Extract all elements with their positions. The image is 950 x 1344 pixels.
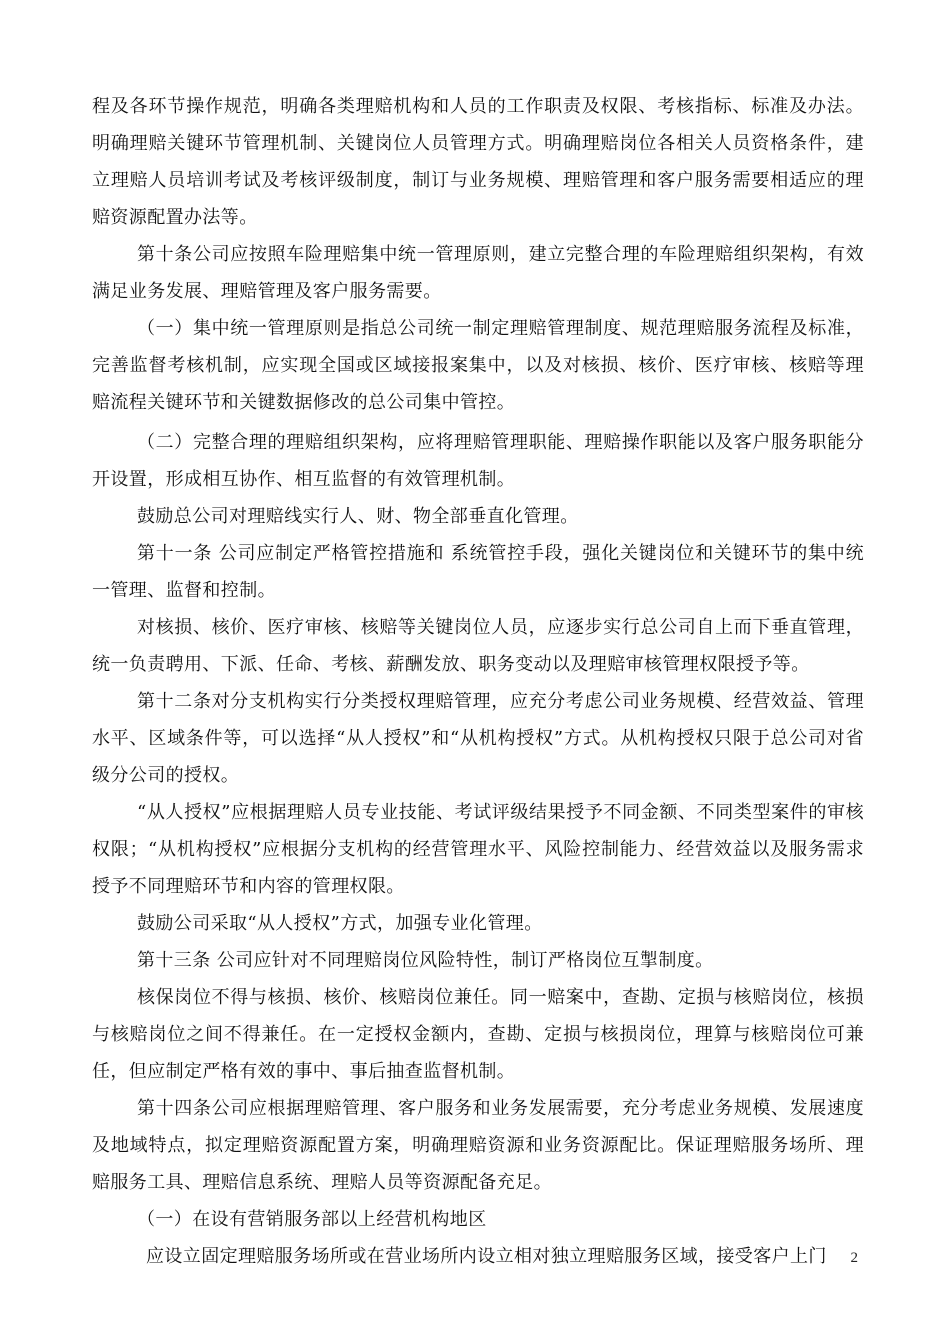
page-number: 2	[850, 1250, 858, 1266]
paragraph-authorization-types: “从人授权”应根据理赔人员专业技能、考试评级结果授予不同金额、不同类型案件的审核权限；“从机构授权”应根据分支机构的经营管理水平、风险控制能力、经营效益以及服务需求授予不同理赔环节和内容的管理权限。	[92, 802, 864, 897]
paragraph-article-11: 第十一条 公司应制定严格管控措施和 系统管控手段，强化关键岗位和关键环节的集中统一管理、监督和控制。	[92, 543, 864, 601]
paragraph-vertical-management: 鼓励总公司对理赔线实行人、财、物全部垂直化管理。	[137, 506, 579, 527]
paragraph-key-position-personnel: 对核损、核价、医疗审核、核赔等关键岗位人员，应逐步实行总公司自上而下垂直管理，统一负责聘用、下派、任命、考核、薪酬发放、职务变动以及理赔审核管理权限授予等。	[92, 617, 864, 675]
document-body	[92, 88, 864, 1275]
paragraph-article-14: 第十四条公司应根据理赔管理、客户服务和业务发展需要，充分考虑业务规模、发展速度及地域特点，拟定理赔资源配置方案，明确理赔资源和业务资源配比。保证理赔服务场所、理赔服务工具、理赔信息系统、理赔人员等资源配备充足。	[92, 1098, 864, 1193]
paragraph-article-10-item-1: （一）集中统一管理原则是指总公司统一制定理赔管理制度、规范理赔服务流程及标准，完善监督考核机制，应实现全国或区域接报案集中，以及对核损、核价、医疗审核、核赔等理赔流程关键环节和关键数据修改的总公司集中管控。	[92, 318, 864, 413]
paragraph-encourage-person-authorization: 鼓励公司采取“从人授权”方式，加强专业化管理。	[137, 913, 543, 934]
paragraph-article-10: 第十条公司应按照车险理赔集中统一管理原则，建立完整合理的车险理赔组织架构，有效满足业务发展、理赔管理及客户服务需要。	[92, 244, 864, 302]
paragraph-position-separation: 核保岗位不得与核损、核价、核赔岗位兼任。同一赔案中，查勘、定损与核赔岗位，核损与核赔岗位之间不得兼任。在一定授权金额内，查勘、定损与核损岗位，理算与核赔岗位可兼任，但应制定严格有效的事中、事后抽查监督机制。	[92, 987, 864, 1082]
paragraph-article-12: 第十二条对分支机构实行分类授权理赔管理，应充分考虑公司业务规模、经营效益、管理水平、区域条件等，可以选择“从人授权”和“从机构授权”方式。从机构授权只限于总公司对省级分公司的授权。	[92, 691, 864, 786]
paragraph-article-14-item-1: （一）在设有营销服务部以上经营机构地区	[137, 1209, 487, 1230]
paragraph-service-site: 应设立固定理赔服务场所或在营业场所内设立相对独立理赔服务区域，接受客户上门	[146, 1246, 827, 1267]
paragraph-continued-process-rules: 程及各环节操作规范，明确各类理赔机构和人员的工作职责及权限、考核指标、标准及办法。明确理赔关键环节管理机制、关键岗位人员管理方式。明确理赔岗位各相关人员资格条件，建立理赔人员培训考试及考核评级制度，制订与业务规模、理赔管理和客户服务需要相适应的理赔资源配置办法等。	[92, 96, 864, 228]
paragraph-article-13: 第十三条 公司应针对不同理赔岗位风险特性，制订严格岗位互掣制度。	[137, 950, 714, 971]
paragraph-article-10-item-2: （二）完整合理的理赔组织架构，应将理赔管理职能、理赔操作职能以及客户服务职能分开设置，形成相互协作、相互监督的有效管理机制。	[92, 432, 864, 490]
